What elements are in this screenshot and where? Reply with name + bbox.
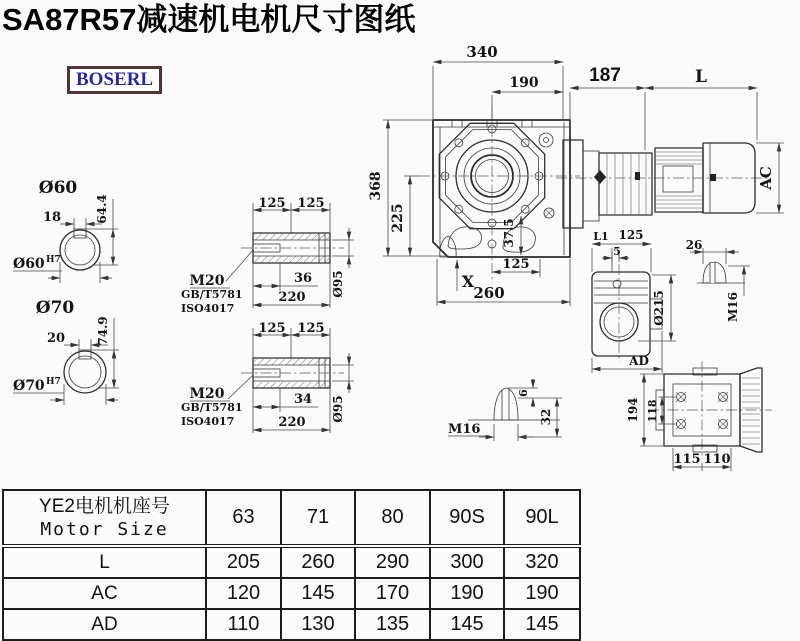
front-width-inner: 190 (509, 75, 539, 91)
row-label-L: L (3, 546, 206, 578)
view-gearmotor-side (556, 65, 784, 228)
cell-L-80: 290 (355, 546, 430, 578)
table-header-motor-size (3, 490, 206, 546)
shaft1-std2: ISO4017 (181, 302, 235, 315)
table-header-cn: YE2电机机座号 (39, 495, 170, 517)
cell-AD-90s: 145 (430, 609, 504, 640)
shaft1-length: 220 (278, 290, 306, 305)
bore60-fit: Ø60 (13, 256, 45, 272)
view-shaft-section-top (181, 196, 354, 315)
front-height: 368 (368, 171, 384, 201)
bore70-keyway-height: 74.9 (96, 316, 110, 346)
cell-AC-71: 145 (281, 578, 355, 609)
view-hollow-bore-60 (13, 178, 118, 283)
view-hollow-bore-70 (13, 298, 119, 405)
bore70-fit-tol: H7 (46, 377, 61, 387)
plug-thread: M16 (448, 422, 481, 437)
shaft1-thread: M20 (189, 273, 225, 289)
front-center-height: 225 (390, 203, 406, 233)
front-offset: 37.5 (502, 218, 516, 248)
shaft2-dia: Ø95 (331, 395, 345, 423)
cell-AC-90s: 190 (430, 578, 504, 609)
flange-gap: 5 (613, 245, 621, 258)
table-col-71: 71 (281, 490, 355, 546)
front-bottom-inner: 125 (502, 257, 530, 272)
flange-plug-length: 26 (685, 238, 703, 252)
bore60-label: Ø60 (38, 178, 78, 198)
rear-foot-a: 115 (673, 452, 701, 467)
table-col-90s: 90S (430, 490, 504, 546)
front-marker-x: X (461, 272, 475, 291)
view-gearbox-front (368, 43, 580, 306)
table-col-90l: 90L (504, 490, 580, 546)
front-width: 340 (466, 43, 498, 61)
shaft2-length: 220 (278, 415, 306, 430)
rear-foot-b: 110 (703, 452, 731, 467)
front-bottom-width: 260 (473, 284, 505, 302)
bore60-fit-tol: H7 (46, 255, 61, 265)
cell-AC-80: 170 (355, 578, 430, 609)
shaft2-std2: ISO4017 (181, 415, 235, 428)
shaft2-std1: GB/T5781 (181, 401, 243, 414)
table-row-AC (3, 578, 580, 609)
flange-width: 125 (618, 228, 644, 242)
cell-AD-63: 110 (206, 609, 281, 640)
shaft1-std1: GB/T5781 (181, 288, 243, 301)
shaft1-dia: Ø95 (331, 270, 345, 298)
flange-dia: Ø215 (652, 290, 666, 326)
dimension-drawing (0, 40, 800, 488)
shaft1-keyway: 36 (293, 271, 313, 286)
rear-height: 194 (626, 397, 640, 423)
shaft1-dim-a: 125 (258, 196, 286, 211)
side-adapter-length: 187 (589, 65, 621, 86)
cell-AD-80: 135 (355, 609, 430, 640)
bore70-fit: Ø70 (13, 378, 45, 394)
cell-L-90s: 300 (430, 546, 504, 578)
bore60-keyway-height: 64.4 (95, 194, 109, 224)
cell-L-71: 260 (281, 546, 355, 578)
shaft2-dim-b: 125 (297, 321, 325, 336)
table-col-80: 80 (355, 490, 430, 546)
flange-ad: AD (629, 354, 649, 368)
view-motor-rear (626, 361, 772, 471)
view-shaft-section-bottom (181, 321, 354, 433)
table-header-en: Motor Size (40, 518, 169, 540)
shaft2-dim-a: 125 (258, 321, 286, 336)
rear-bolt-spacing: 118 (646, 399, 659, 423)
bore60-keyway-width: 18 (42, 210, 62, 225)
side-motor-length: L (695, 67, 707, 87)
plug-dim-total: 32 (539, 408, 553, 426)
cell-L-63: 205 (206, 546, 281, 578)
boserl-logo-text: BOSERL (76, 69, 154, 90)
cell-AD-71: 130 (281, 609, 355, 640)
cell-AD-90l: 145 (504, 609, 580, 640)
table-row-L (3, 546, 580, 578)
view-breather-plug (448, 379, 562, 441)
table-header-row (3, 490, 580, 546)
shaft2-thread: M20 (189, 386, 225, 402)
cell-L-90l: 320 (504, 546, 580, 578)
shaft2-keyway: 34 (293, 392, 313, 407)
page-title: SA87R57减速机电机尺寸图纸 (2, 2, 416, 37)
side-motor-dia: AC (757, 166, 775, 190)
row-label-AC: AC (3, 578, 206, 609)
cell-AC-90l: 190 (504, 578, 580, 609)
view-output-flange-side (592, 228, 750, 373)
shaft1-dim-b: 125 (297, 196, 325, 211)
motor-size-table (2, 489, 581, 641)
bore70-label: Ø70 (35, 298, 75, 318)
bore70-keyway-width: 20 (46, 331, 66, 346)
cell-AC-63: 120 (206, 578, 281, 609)
flange-plug-thread: M16 (726, 292, 740, 322)
table-row-AD (3, 609, 580, 640)
table-col-63: 63 (206, 490, 281, 546)
plug-dim-small: 6 (517, 389, 530, 397)
row-label-AD: AD (3, 609, 206, 640)
flange-l1: L1 (593, 230, 609, 243)
